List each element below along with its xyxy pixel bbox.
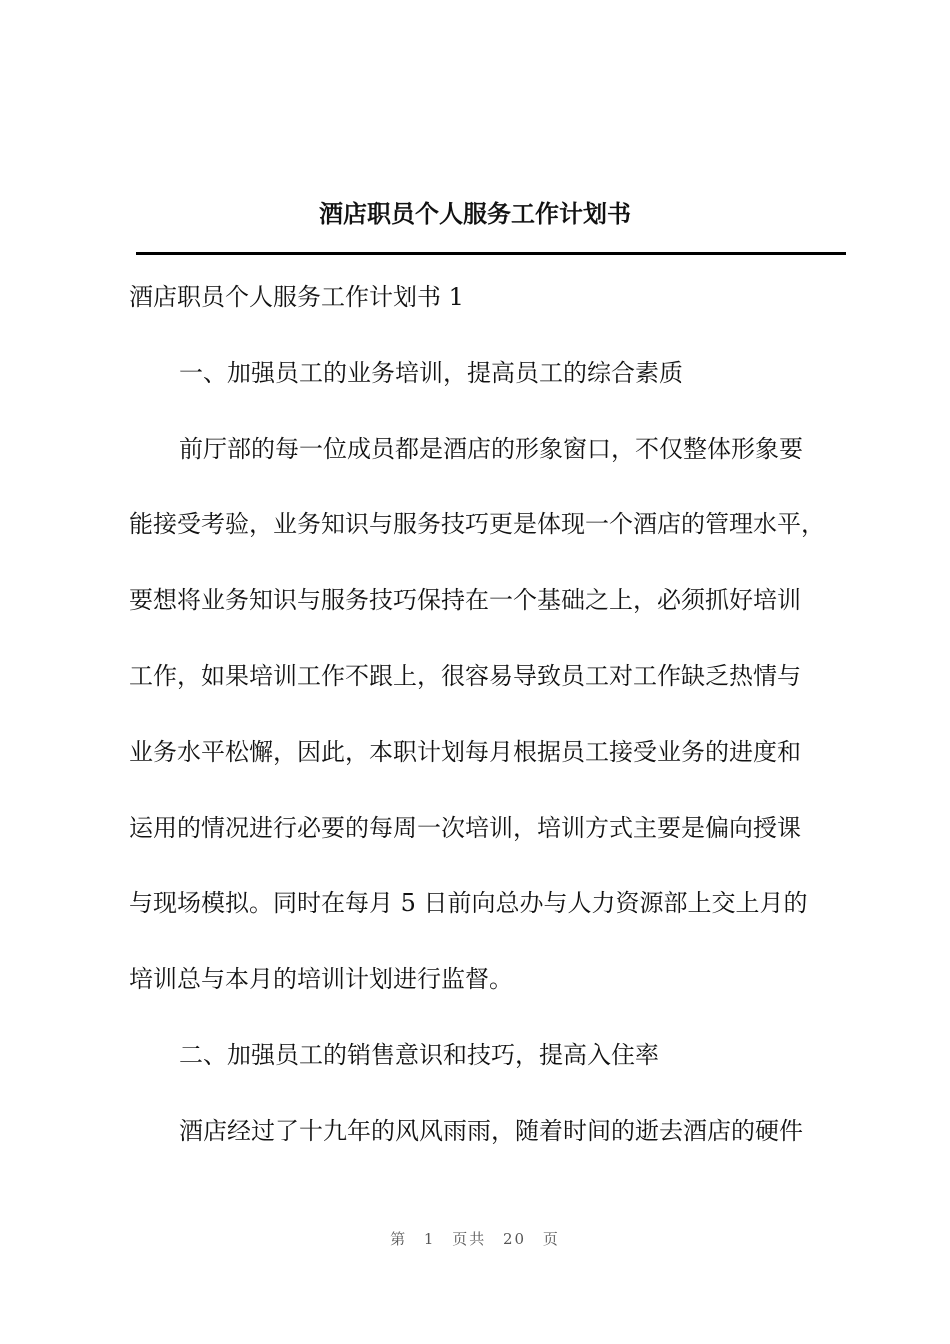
subsection-heading: 二、加强员工的销售意识和技巧，提高入住率 — [179, 1040, 659, 1069]
paragraph-line: 业务水平松懈，因此，本职计划每月根据员工接受业务的进度和 — [129, 737, 801, 766]
paragraph-line: 前厅部的每一位成员都是酒店的形象窗口，不仅整体形象要 — [179, 434, 803, 463]
paragraph-line: 工作，如果培训工作不跟上，很容易导致员工对工作缺乏热情与 — [129, 661, 801, 690]
title-divider — [136, 252, 846, 255]
subsection-heading: 一、加强员工的业务培训，提高员工的综合素质 — [179, 358, 683, 387]
section-heading: 酒店职员个人服务工作计划书 1 — [129, 283, 464, 311]
paragraph-line: 与现场模拟。同时在每月 5 日前向总办与人力资源部上交上月的 — [129, 889, 808, 918]
page-number-footer: 第 1 页共 20 页 — [390, 1230, 560, 1248]
paragraph-line: 能接受考验，业务知识与服务技巧更是体现一个酒店的管理水平， — [129, 510, 825, 539]
document-title: 酒店职员个人服务工作计划书 — [319, 199, 631, 228]
document-body — [129, 272, 849, 1182]
paragraph-line: 运用的情况进行必要的每周一次培训，培训方式主要是偏向授课 — [129, 813, 801, 842]
paragraph-line: 要想将业务知识与服务技巧保持在一个基础之上，必须抓好培训 — [129, 586, 801, 615]
paragraph-line: 酒店经过了十九年的风风雨雨，随着时间的逝去酒店的硬件 — [179, 1116, 803, 1145]
paragraph-line: 培训总与本月的培训计划进行监督。 — [129, 965, 513, 994]
